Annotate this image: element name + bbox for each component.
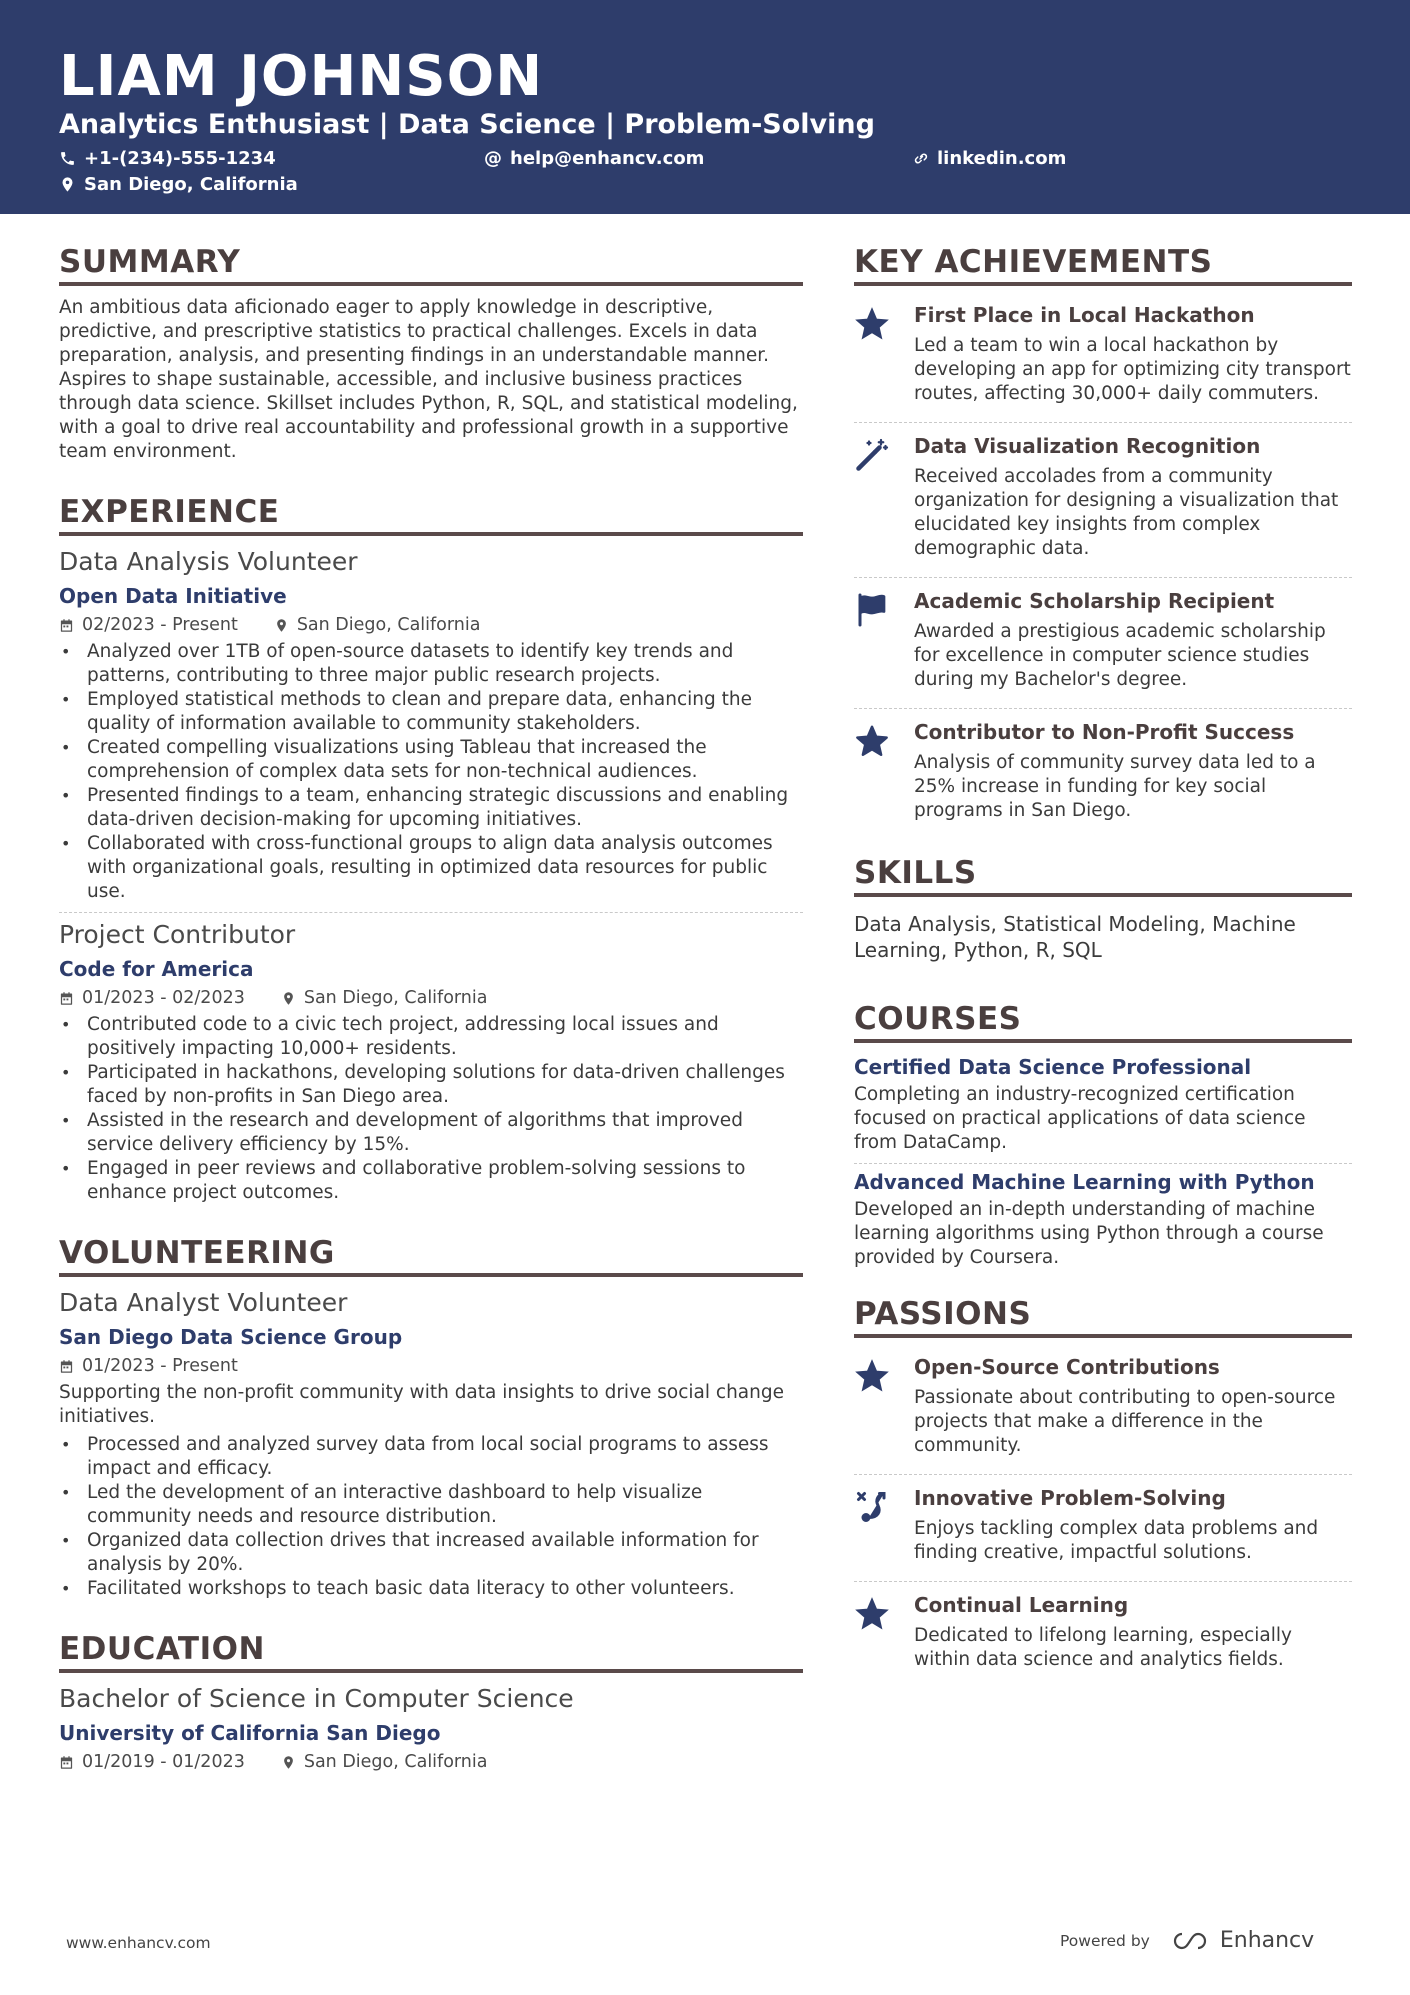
right-column (854, 244, 1352, 1680)
calendar-icon (59, 1755, 74, 1770)
course-desc: Completing an industry-recognized certification focused on practical applications of data science from DataCamp. (854, 1084, 1306, 1153)
job-dates: 02/2023 - Present (82, 615, 238, 635)
passion-desc: Passionate about contributing to open-source projects that make a difference in the community. (914, 1387, 1336, 1456)
list-item: • Analyzed over 1TB of open-source datasets to identify key trends and patterns, contributing to three major public research projects. (59, 640, 803, 688)
volunteer-dates: 01/2023 - Present (82, 1356, 238, 1376)
course-item (854, 1053, 1352, 1155)
linkedin-contact[interactable] (912, 148, 1066, 169)
summary-heading: SUMMARY (59, 244, 803, 286)
achievements-heading: KEY ACHIEVEMENTS (854, 244, 1352, 286)
phone-icon (59, 150, 76, 167)
job-organization: Open Data Initiative (59, 584, 287, 608)
location-pin-icon (281, 991, 296, 1006)
volunteer-description: Supporting the non-profit community with data insights to drive social change initiatives. (59, 1382, 784, 1427)
job-bullets (59, 1013, 803, 1205)
passions-heading: PASSIONS (854, 1296, 1352, 1338)
linkedin-text: linkedin.com (937, 148, 1067, 169)
experience-entry (59, 546, 803, 904)
route-icon (854, 1489, 890, 1525)
achievement-item (854, 713, 1352, 831)
job-dates: 01/2023 - 02/2023 (82, 988, 245, 1008)
education-entry (59, 1683, 803, 1775)
skills-text: Data Analysis, Statistical Modeling, Machine Learning, Python, R, SQL (854, 912, 1296, 962)
passion-desc: Dedicated to lifelong learning, especially within data science and analytics fields. (914, 1625, 1292, 1670)
achievement-item (854, 296, 1352, 414)
enhancv-logo-icon (1168, 1929, 1212, 1953)
footer-website[interactable]: www.enhancv.com (66, 1934, 211, 1952)
candidate-tagline: Analytics Enthusiast | Data Science | Problem-Solving (59, 109, 875, 140)
volunteer-bullets (59, 1433, 803, 1601)
volunteer-organization: San Diego Data Science Group (59, 1325, 403, 1349)
achievement-item (854, 582, 1352, 700)
candidate-name: LIAM JOHNSON (59, 44, 544, 109)
phone-contact[interactable] (59, 148, 276, 169)
passion-title: Continual Learning (914, 1593, 1129, 1617)
footer-branding (1060, 1928, 1314, 1953)
achievement-item (854, 427, 1352, 569)
passion-title: Open-Source Contributions (914, 1355, 1220, 1379)
achievement-desc: Analysis of community survey data led to a 25% increase in funding for key social programs in San Diego. (914, 752, 1316, 821)
passion-item (854, 1586, 1352, 1680)
location-contact (59, 174, 298, 195)
magic-wand-icon (854, 437, 890, 473)
list-item: • Collaborated with cross-functional groups to align data analysis outcomes with organizational goals, resulting in optimized data resources for public use. (59, 832, 803, 904)
experience-heading: EXPERIENCE (59, 494, 803, 536)
volunteer-meta (59, 1353, 803, 1379)
link-icon (912, 150, 929, 167)
course-title: Advanced Machine Learning with Python (854, 1170, 1315, 1194)
passion-title: Innovative Problem-Solving (914, 1486, 1226, 1510)
divider (854, 708, 1352, 709)
job-title: Data Analysis Volunteer (59, 547, 358, 576)
education-heading: EDUCATION (59, 1631, 803, 1673)
passion-item (854, 1348, 1352, 1466)
experience-entry (59, 919, 803, 1205)
email-text: help@enhancv.com (510, 148, 705, 169)
summary-text: An ambitious data aficionado eager to apply knowledge in descriptive, predictive, and prescriptive statistics to practical challenges. Excels in data preparation, analysis, and presenting findings in an understandable manner. Aspires to shape sustainable, accessible, and inclusive business practices through data science. Skillset includes Python, R, SQL, and statistical modeling, with a goal to drive real accountability and professional growth in a supportive team environment. (59, 297, 798, 462)
course-title: Certified Data Science Professional (854, 1055, 1252, 1079)
left-column (59, 244, 803, 1775)
education-location: San Diego, California (303, 1752, 488, 1772)
location-pin-icon (274, 618, 289, 633)
volunteering-entry (59, 1287, 803, 1601)
divider (854, 1163, 1352, 1164)
calendar-icon (59, 991, 74, 1006)
achievement-title: Data Visualization Recognition (914, 434, 1261, 458)
achievement-title: Contributor to Non-Profit Success (914, 720, 1295, 744)
job-location: San Diego, California (303, 988, 488, 1008)
brand-name: Enhancv (1219, 1928, 1315, 1953)
location-pin-icon (59, 176, 76, 193)
achievement-desc: Awarded a prestigious academic scholarship for excellence in computer science studies during my Bachelor's degree. (914, 621, 1326, 690)
degree-title: Bachelor of Science in Computer Science (59, 1684, 574, 1713)
star-filled-icon (854, 1358, 890, 1394)
list-item: • Engaged in peer reviews and collaborative problem-solving sessions to enhance project outcomes. (59, 1157, 803, 1205)
achievement-desc: Led a team to win a local hackathon by developing an app for optimizing city transport routes, affecting 30,000+ daily commuters. (914, 335, 1351, 404)
phone-text: +1-(234)-555-1234 (84, 148, 276, 169)
calendar-icon (59, 1359, 74, 1374)
divider (854, 1474, 1352, 1475)
at-icon: @ (484, 148, 502, 169)
passion-item (854, 1479, 1352, 1573)
volunteering-heading: VOLUNTEERING (59, 1235, 803, 1277)
powered-by-label: Powered by (1060, 1931, 1150, 1950)
list-item: • Led the development of an interactive dashboard to help visualize community needs and resource distribution. (59, 1481, 803, 1529)
skills-heading: SKILLS (854, 855, 1352, 897)
courses-heading: COURSES (854, 1001, 1352, 1043)
list-item: • Employed statistical methods to clean and prepare data, enhancing the quality of information available to community stakeholders. (59, 688, 803, 736)
education-dates: 01/2019 - 01/2023 (82, 1752, 245, 1772)
education-meta (59, 1749, 803, 1775)
list-item: • Processed and analyzed survey data from local social programs to assess impact and efficacy. (59, 1433, 803, 1481)
job-meta (59, 612, 803, 638)
star-filled-icon (854, 306, 890, 342)
enhancv-logo[interactable] (1168, 1928, 1314, 1953)
list-item: • Participated in hackathons, developing solutions for data-driven challenges faced by non-profits in San Diego area. (59, 1061, 803, 1109)
achievement-desc: Received accolades from a community organization for designing a visualization that elucidated key insights from complex demographic data. (914, 466, 1339, 559)
divider (854, 577, 1352, 578)
course-item (854, 1168, 1352, 1270)
volunteer-role: Data Analyst Volunteer (59, 1288, 348, 1317)
list-item: • Contributed code to a civic tech project, addressing local issues and positively impacting 10,000+ residents. (59, 1013, 803, 1061)
job-title: Project Contributor (59, 920, 296, 949)
list-item: • Presented findings to a team, enhancing strategic discussions and enabling data-driven decision-making for upcoming initiatives. (59, 784, 803, 832)
course-desc: Developed an in-depth understanding of machine learning algorithms using Python through a course provided by Coursera. (854, 1199, 1324, 1268)
passion-desc: Enjoys tackling complex data problems and finding creative, impactful solutions. (914, 1518, 1319, 1563)
list-item: • Facilitated workshops to teach basic data literacy to other volunteers. (59, 1577, 803, 1601)
job-organization: Code for America (59, 957, 254, 981)
job-meta (59, 985, 803, 1011)
list-item: • Assisted in the research and development of algorithms that improved service delivery efficiency by 15%. (59, 1109, 803, 1157)
achievement-title: First Place in Local Hackathon (914, 303, 1255, 327)
resume-header (0, 0, 1410, 214)
job-location: San Diego, California (296, 615, 481, 635)
flag-icon (854, 592, 890, 628)
achievement-title: Academic Scholarship Recipient (914, 589, 1275, 613)
divider (854, 1581, 1352, 1582)
star-outline-icon (854, 723, 890, 759)
location-pin-icon (281, 1755, 296, 1770)
job-bullets (59, 640, 803, 904)
star-filled-icon (854, 1596, 890, 1632)
email-contact[interactable] (484, 148, 704, 169)
list-item: • Organized data collection drives that increased available information for analysis by 20%. (59, 1529, 803, 1577)
location-text: San Diego, California (84, 174, 298, 195)
divider (854, 422, 1352, 423)
divider (59, 912, 803, 913)
list-item: • Created compelling visualizations using Tableau that increased the comprehension of complex data sets for non-technical audiences. (59, 736, 803, 784)
school-name: University of California San Diego (59, 1721, 441, 1745)
calendar-icon (59, 618, 74, 633)
